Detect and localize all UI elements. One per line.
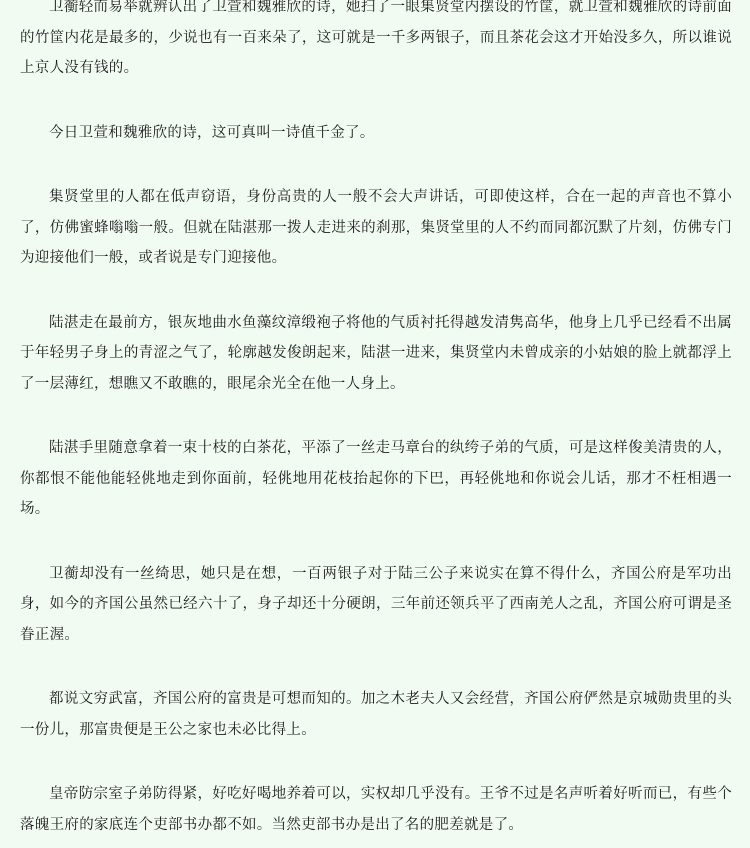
paragraph-6: 卫蘅却没有一丝绮思，她只是在想，一百两银子对于陆三公子来说实在算不得什么，齐国公府是军功出身，如今的齐国公虽然已经六十了，身子却还十分硬朗，三年前还领兵平了西南羌人之乱，齐国公府可谓是圣眷正渥。 [20, 565, 732, 643]
paragraph-7: 都说文穷武富，齐国公府的富贵是可想而知的。加之木老夫人又会经营，齐国公府俨然是京城勋贵里的头一份儿，那富贵便是王公之家也未必比得上。 [20, 691, 732, 738]
paragraph-3: 集贤堂里的人都在低声窃语，身份高贵的人一般不会大声讲话，可即使这样，合在一起的声音也不算小了，仿佛蜜蜂嗡嗡一般。但就在陆湛那一拨人走进来的刹那，集贤堂里的人不约而同都沉默了片刻，仿佛专门为迎接他们一般，或者说是专门迎接他。 [20, 189, 732, 266]
paragraph-4: 陆湛走在最前方，银灰地曲水鱼藻纹漳缎袍子将他的气质衬托得越发清隽高华，他身上几乎已经看不出属于年轻男子身上的青涩之气了，轮廓越发俊朗起来，陆湛一进来，集贤堂内未曾成亲的小姑娘的脸上就都浮上了一层薄红，想瞧又不敢瞧的，眼尾余光全在他一人身上。 [20, 314, 732, 392]
article-body [20, 0, 732, 840]
paragraph-8: 皇帝防宗室子弟防得紧，好吃好喝地养着可以，实权却几乎没有。王爷不过是名声听着好听而已，有些个落魄王府的家底连个吏部书办都不如。当然吏部书办是出了名的肥差就是了。 [20, 786, 732, 833]
paragraph-1: 卫蘅轻而易举就辨认出了卫萱和魏雅欣的诗，她扫了一眼集贤堂内摆设的竹筐，就卫萱和魏雅欣的诗前面的竹筐内花是最多的，少说也有一百来朵了，这可就是一千多两银子，而且茶花会这才开始没多久，所以谁说上京人没有钱的。 [20, 0, 732, 76]
paragraph-2: 今日卫萱和魏雅欣的诗，这可真叫一诗值千金了。 [49, 124, 375, 141]
paragraph-5: 陆湛手里随意拿着一束十枝的白茶花，平添了一丝走马章台的纨绔子弟的气质，可是这样俊美清贵的人，你都恨不能他能轻佻地走到你面前，轻佻地用花枝抬起你的下巴，再轻佻地和你说会儿话，那才不枉相遇一场。 [20, 440, 732, 517]
